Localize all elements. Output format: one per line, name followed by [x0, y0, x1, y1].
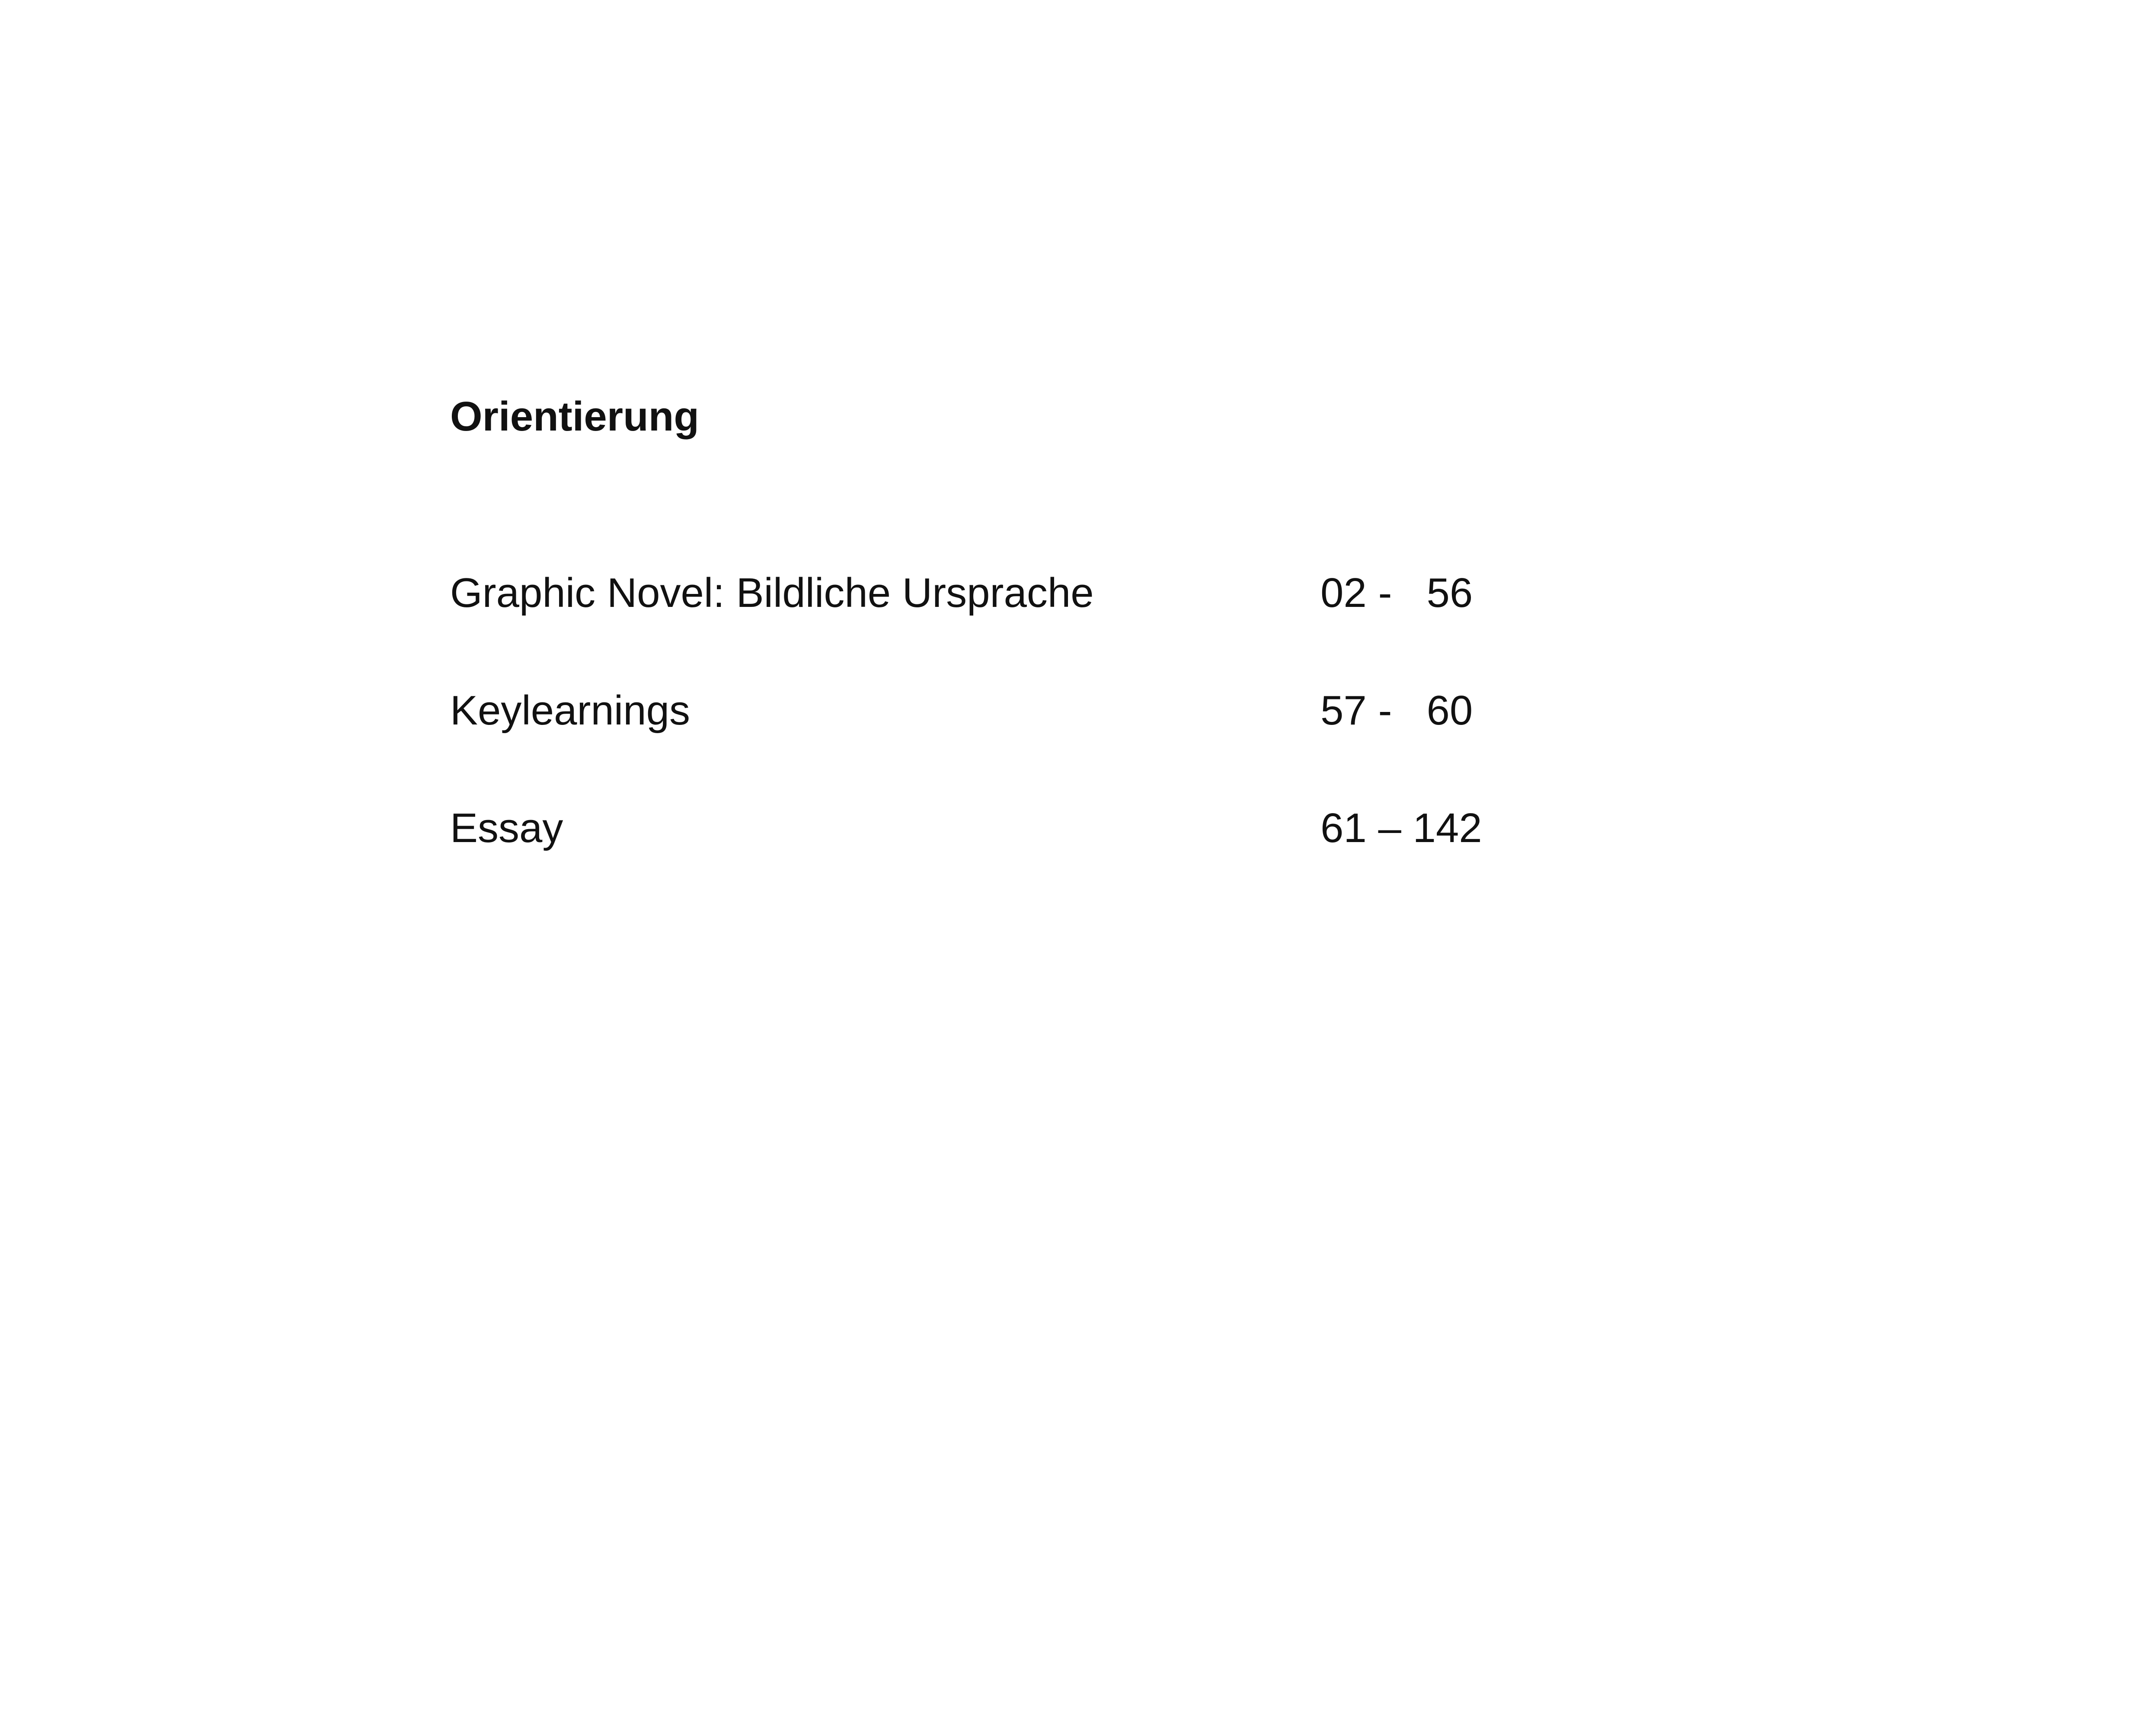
toc-entry-title: Essay — [450, 805, 563, 851]
toc-entry-pages: 57 - 60 — [1320, 687, 1473, 734]
toc-entry — [450, 687, 1531, 737]
toc-entry-title: Graphic Novel: Bildliche Ursprache — [450, 570, 1094, 616]
toc-entry-title: Keylearnings — [450, 687, 690, 734]
toc-entry-pages: 61 – 142 — [1320, 805, 1482, 851]
page-heading: Orientierung — [450, 393, 700, 440]
toc-entry — [450, 807, 1531, 855]
toc-entry — [450, 572, 1531, 620]
toc-entry-pages: 02 - 56 — [1320, 570, 1473, 616]
